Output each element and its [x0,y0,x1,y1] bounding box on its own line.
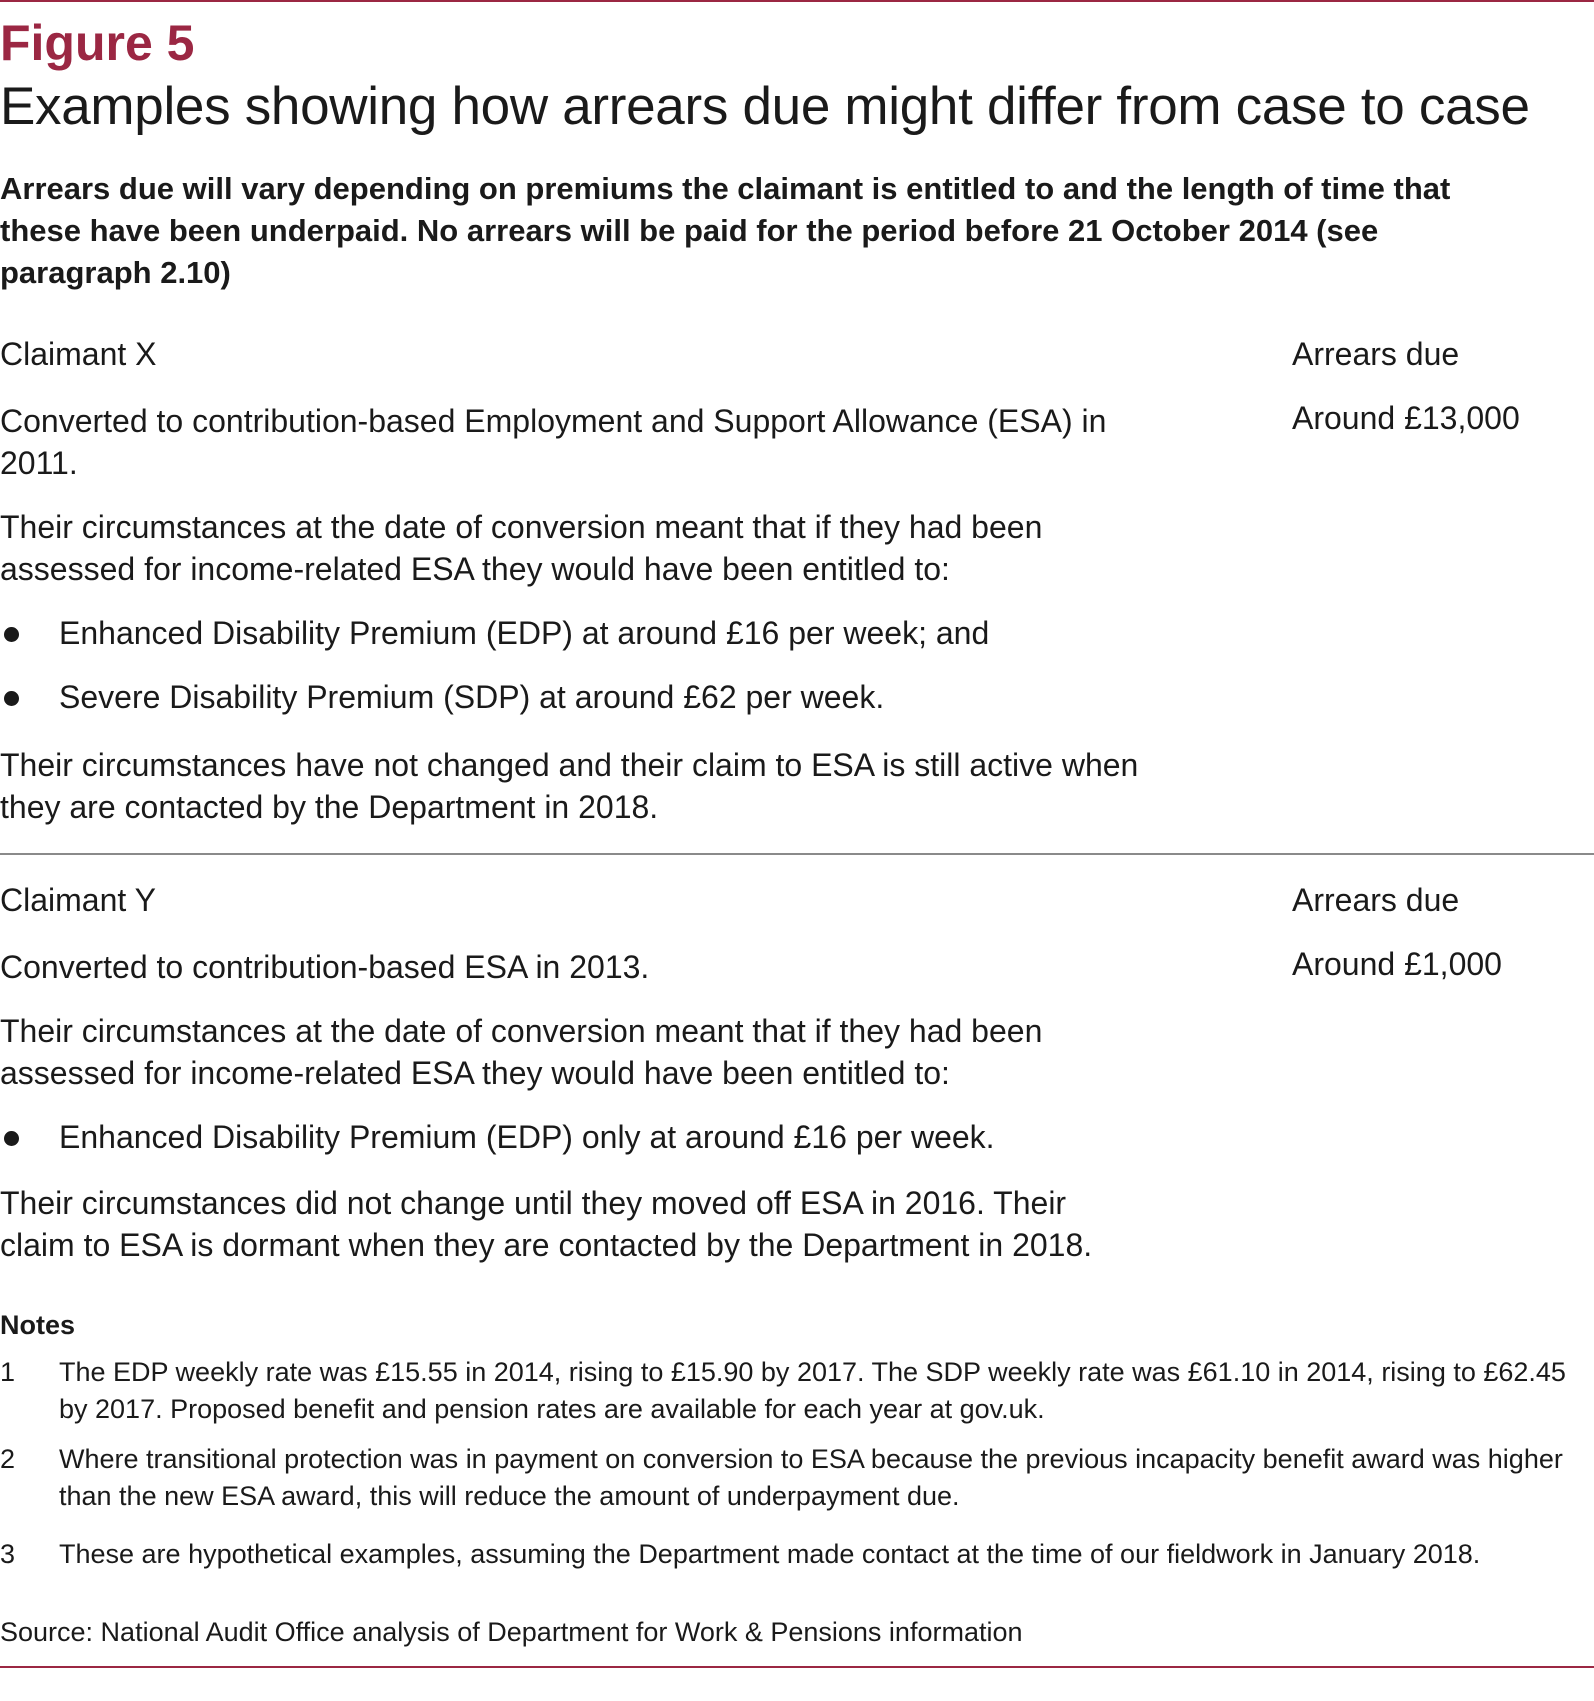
top-rule [0,0,1594,2]
figure-label: Figure 5 [0,15,195,71]
figure-title: Examples showing how arrears due might differ from case to case [0,77,1530,136]
claimant-y-arrears-heading: Arrears due [1292,882,1460,918]
bottom-rule [0,1666,1594,1668]
notes-heading: Notes [0,1310,76,1340]
section-divider [0,853,1594,855]
claimant-x-heading: Claimant X [0,336,157,372]
bullet-icon [4,691,19,706]
claimant-y-para-3: Their circumstances did not change until they moved off ESA in 2016. Their claim to ESA is dormant when they are contacted by the Department in 2018. [0,1185,1093,1263]
claimant-x-para-3: Their circumstances have not changed and their claim to ESA is still active when they are contacted by the Department in 2018. [0,747,1139,825]
bullet-text: Severe Disability Premium (SDP) at around £62 per week. [59,679,885,715]
bullet-icon [4,627,19,642]
note-text: These are hypothetical examples, assuming the Department made contact at the time of our fieldwork in January 2018. [59,1539,1481,1569]
claimant-x-arrears-value: Around £13,000 [1292,400,1520,436]
claimant-y-para-1: Converted to contribution-based ESA in 2013. [0,949,650,985]
bullet-text: Enhanced Disability Premium (EDP) at around £16 per week; and [59,615,990,651]
note-number: 1 [0,1357,16,1387]
note-text: Where transitional protection was in payment on conversion to ESA because the previous incapacity benefit award was higher than the new ESA award, this will reduce the amount of underpayment due. [59,1444,1563,1511]
claimant-x-arrears-heading: Arrears due [1292,336,1460,372]
note-number: 2 [0,1444,16,1474]
figure-summary: Arrears due will vary depending on premiums the claimant is entitled to and the length of time that these have been underpaid. No arrears will be paid for the period before 21 October 2014 (see paragraph 2.10) [0,171,1451,290]
bullet-icon [4,1131,19,1146]
claimant-x-para-2: Their circumstances at the date of conversion meant that if they had been assessed for income-related ESA they would have been entitled to: [0,509,1043,587]
claimant-y-heading: Claimant Y [0,882,156,918]
source-line: Source: National Audit Office analysis of Department for Work & Pensions information [0,1617,1023,1647]
bullet-text: Enhanced Disability Premium (EDP) only at around £16 per week. [59,1119,995,1155]
note-text: The EDP weekly rate was £15.55 in 2014, rising to £15.90 by 2017. The SDP weekly rate was £61.10 in 2014, rising to £62.45 by 2017. Proposed benefit and pension rates are available for each year at gov.uk. [59,1357,1566,1424]
note-number: 3 [0,1539,16,1569]
claimant-x-para-1: Converted to contribution-based Employment and Support Allowance (ESA) in 2011. [0,403,1107,481]
claimant-y-arrears-value: Around £1,000 [1292,946,1502,982]
claimant-y-para-2: Their circumstances at the date of conversion meant that if they had been assessed for income-related ESA they would have been entitled to: [0,1013,1043,1091]
